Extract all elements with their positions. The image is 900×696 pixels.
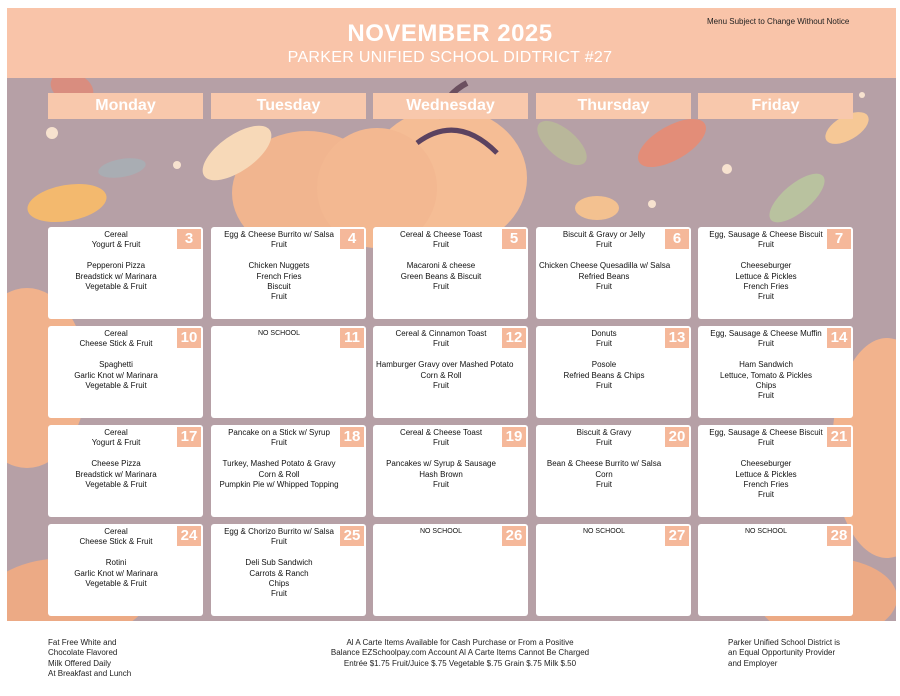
menu-item-line: Bean & Cheese Burrito w/ Salsa — [546, 459, 662, 469]
menu-day-cell — [373, 425, 528, 517]
menu-item-line: Fruit — [596, 282, 612, 292]
menu-item-line: Hamburger Gravy over Mashed Potato — [376, 360, 514, 370]
menu-item-line: Vegetable & Fruit — [85, 480, 147, 490]
menu-item-line: Fruit — [271, 292, 287, 302]
menu-item-line: Chips — [268, 579, 290, 589]
menu-item-line: Vegetable & Fruit — [85, 579, 147, 589]
menu-items — [539, 329, 669, 391]
menu-item-line: Corn & Roll — [258, 469, 300, 479]
menu-items — [376, 527, 506, 537]
menu-day-cell — [48, 326, 203, 418]
menu-item-line: French Fries — [743, 282, 789, 292]
day-number-badge: 5 — [502, 229, 526, 249]
menu-item-line: Fruit — [596, 339, 612, 349]
menu-item-line: Biscuit & Gravy — [576, 428, 632, 437]
menu-day-cell — [698, 326, 853, 418]
day-number-badge: 13 — [665, 328, 689, 348]
day-number-badge: 10 — [177, 328, 201, 348]
menu-item-line — [539, 251, 669, 261]
menu-item-line: Cereal & Cheese Toast — [399, 428, 483, 437]
menu-items — [214, 428, 344, 490]
change-notice: Menu Subject to Change Without Notice — [707, 17, 850, 26]
menu-item-line: Posole — [591, 360, 617, 370]
menu-item-line: Fruit — [596, 381, 612, 391]
day-number-badge: 11 — [340, 328, 364, 348]
menu-item-line: Cereal — [104, 329, 128, 338]
menu-item-line — [51, 350, 181, 360]
footer-left-line: Chocolate Flavored — [48, 648, 118, 658]
menu-item-line: Fruit — [758, 339, 774, 349]
menu-item-line: Fruit — [758, 292, 774, 302]
menu-item-line: Yogurt & Fruit — [91, 438, 141, 448]
footer-right-line: and Employer — [728, 658, 778, 668]
menu-item-line: Cheeseburger — [740, 459, 792, 469]
menu-item-line — [376, 350, 506, 360]
footer-milk-note — [48, 638, 131, 680]
menu-item-line — [701, 350, 831, 360]
menu-item-line: Cereal & Cinnamon Toast — [395, 329, 487, 338]
menu-item-line: Fruit — [271, 537, 287, 547]
menu-item-line: Fruit — [433, 381, 449, 391]
footer-right-line: Parker Unified School District is — [728, 638, 841, 647]
menu-item-line: Corn & Roll — [420, 370, 462, 380]
page-subtitle: PARKER UNIFIED SCHOOL DIDTRICT #27 — [287, 49, 613, 66]
menu-item-line — [51, 548, 181, 558]
menu-items — [214, 329, 344, 339]
menu-item-line: Green Beans & Biscuit — [400, 271, 482, 281]
menu-day-cell — [698, 425, 853, 517]
day-number-badge: 7 — [827, 229, 851, 249]
menu-item-line: Fruit — [758, 438, 774, 448]
menu-item-line: Breadstick w/ Marinara — [75, 469, 157, 479]
footer-right-line: an Equal Opportunity Provider — [728, 648, 836, 658]
menu-item-line: Vegetable & Fruit — [85, 282, 147, 292]
menu-item-line — [376, 251, 506, 261]
menu-item-line — [539, 350, 669, 360]
menu-item-line: Chicken Nuggets — [248, 261, 310, 271]
menu-item-line: Cereal — [104, 428, 128, 437]
menu-item-line: Egg & Chorizo Burrito w/ Salsa — [224, 527, 334, 536]
footer-left-line: At Breakfast and Lunch — [48, 669, 132, 679]
menu-item-line: Fruit — [433, 339, 449, 349]
menu-items — [51, 230, 181, 292]
footer-alacarte-note — [300, 638, 620, 669]
menu-day-cell — [48, 227, 203, 319]
menu-item-line: Yogurt & Fruit — [91, 240, 141, 250]
menu-item-line: Cereal — [104, 230, 128, 239]
no-school-label: NO SCHOOL — [257, 330, 300, 337]
footer-center-line: Al A Carte Items Available for Cash Purchase or From a Positive — [346, 638, 574, 647]
footer-equal-opportunity — [728, 638, 840, 669]
menu-day-cell — [698, 524, 853, 616]
menu-item-line: Fruit — [758, 490, 774, 500]
menu-item-line — [51, 449, 181, 459]
menu-item-line: Lettuce & Pickles — [735, 271, 797, 281]
menu-item-line: Fruit — [596, 438, 612, 448]
menu-items — [539, 428, 669, 490]
menu-day-cell — [211, 227, 366, 319]
day-number-badge: 18 — [340, 427, 364, 447]
day-number-badge: 6 — [665, 229, 689, 249]
day-number-badge: 4 — [340, 229, 364, 249]
menu-day-cell — [48, 524, 203, 616]
day-header-monday: Monday — [48, 93, 203, 119]
menu-item-line: Egg & Cheese Burrito w/ Salsa — [224, 230, 334, 239]
day-number-badge: 21 — [827, 427, 851, 447]
day-header-thursday: Thursday — [536, 93, 691, 119]
menu-item-line — [701, 251, 831, 261]
menu-item-line: Cheeseburger — [740, 261, 792, 271]
menu-item-line — [701, 449, 831, 459]
menu-item-line: Cheese Stick & Fruit — [79, 339, 153, 349]
no-school-label: NO SCHOOL — [419, 528, 462, 535]
menu-item-line — [214, 548, 344, 558]
menu-day-cell — [536, 326, 691, 418]
menu-day-cell — [536, 524, 691, 616]
menu-item-line: Fruit — [271, 240, 287, 250]
footer-center-line: Balance EZSchoolpay.com Account Al A Carte Items Cannot Be Charged — [330, 648, 590, 658]
day-number-badge: 26 — [502, 526, 526, 546]
day-number-badge: 19 — [502, 427, 526, 447]
menu-item-line: Refried Beans — [578, 271, 630, 281]
no-school-label: NO SCHOOL — [744, 528, 787, 535]
day-number-badge: 24 — [177, 526, 201, 546]
menu-item-line: Biscuit & Gravy or Jelly — [562, 230, 646, 239]
day-number-badge: 25 — [340, 526, 364, 546]
menu-items — [51, 329, 181, 391]
menu-day-cell — [698, 227, 853, 319]
menu-item-line: Cheese Stick & Fruit — [79, 537, 153, 547]
menu-item-line: Corn — [595, 469, 613, 479]
menu-item-line — [376, 449, 506, 459]
page-title: NOVEMBER 2025 — [347, 20, 553, 47]
day-number-badge: 3 — [177, 229, 201, 249]
menu-item-line: Lettuce, Tomato & Pickles — [720, 370, 812, 380]
day-number-badge: 12 — [502, 328, 526, 348]
day-number-badge: 28 — [827, 526, 851, 546]
menu-items — [376, 428, 506, 490]
menu-day-cell — [373, 524, 528, 616]
menu-item-line: Chicken Cheese Quesadilla w/ Salsa — [539, 261, 671, 271]
menu-item-line: Fruit — [433, 438, 449, 448]
menu-item-line: Spaghetti — [99, 360, 133, 370]
menu-item-line: Donuts — [591, 329, 617, 338]
menu-item-line: Pumpkin Pie w/ Whipped Topping — [219, 480, 339, 490]
menu-items — [51, 428, 181, 490]
menu-day-cell — [373, 227, 528, 319]
menu-item-line: Carrots & Ranch — [249, 568, 309, 578]
day-number-badge: 27 — [665, 526, 689, 546]
menu-item-line: Turkey, Mashed Potato & Gravy — [222, 459, 336, 469]
menu-item-line: Pepperoni Pizza — [86, 261, 146, 271]
menu-item-line: Fruit — [758, 240, 774, 250]
menu-items — [701, 527, 831, 537]
menu-item-line — [214, 449, 344, 459]
menu-item-line: Egg, Sausage & Cheese Biscuit — [709, 230, 823, 239]
menu-item-line: Fruit — [433, 480, 449, 490]
menu-item-line: Fruit — [433, 282, 449, 292]
menu-item-line: Ham Sandwich — [739, 360, 793, 370]
menu-day-cell — [211, 326, 366, 418]
menu-item-line: Vegetable & Fruit — [85, 381, 147, 391]
menu-items — [701, 428, 831, 501]
no-school-label: NO SCHOOL — [582, 528, 625, 535]
menu-item-line: Fruit — [433, 240, 449, 250]
menu-items — [539, 230, 669, 292]
menu-item-line: Fruit — [271, 438, 287, 448]
menu-item-line: Pancakes w/ Syrup & Sausage — [386, 459, 496, 469]
menu-items — [214, 527, 344, 600]
menu-day-cell — [211, 524, 366, 616]
menu-item-line: Refried Beans & Chips — [563, 370, 645, 380]
menu-day-cell — [373, 326, 528, 418]
day-number-badge: 14 — [827, 328, 851, 348]
day-header-friday: Friday — [698, 93, 853, 119]
day-header-tuesday: Tuesday — [211, 93, 366, 119]
menu-item-line: Cereal & Cheese Toast — [399, 230, 483, 239]
menu-item-line: Biscuit — [267, 282, 291, 292]
menu-item-line: Hash Brown — [419, 469, 463, 479]
menu-items — [376, 230, 506, 292]
menu-item-line: Cheese Pizza — [91, 459, 141, 469]
menu-item-line: Macaroni & cheese — [406, 261, 476, 271]
menu-items — [701, 230, 831, 303]
menu-item-line: Deli Sub Sandwich — [245, 558, 313, 568]
day-number-badge: 20 — [665, 427, 689, 447]
menu-item-line: Fruit — [596, 480, 612, 490]
menu-item-line: Pancake on a Stick w/ Syrup — [228, 428, 330, 437]
menu-items — [701, 329, 831, 402]
day-header-wednesday: Wednesday — [373, 93, 528, 119]
menu-items — [51, 527, 181, 589]
menu-item-line: Garlic Knot w/ Marinara — [74, 568, 158, 578]
menu-item-line — [214, 251, 344, 261]
menu-item-line: Chips — [755, 381, 777, 391]
menu-item-line: Fruit — [596, 240, 612, 250]
footer-left-line: Milk Offered Daily — [48, 658, 111, 668]
menu-item-line: Cereal — [104, 527, 128, 536]
menu-day-cell — [536, 227, 691, 319]
menu-item-line: Rotini — [105, 558, 127, 568]
menu-day-cell — [48, 425, 203, 517]
day-number-badge: 17 — [177, 427, 201, 447]
menu-items — [214, 230, 344, 303]
menu-item-line: French Fries — [256, 271, 302, 281]
menu-item-line: Breadstick w/ Marinara — [75, 271, 157, 281]
menu-items — [539, 527, 669, 537]
menu-item-line: Garlic Knot w/ Marinara — [74, 370, 158, 380]
menu-item-line: Lettuce & Pickles — [735, 469, 797, 479]
menu-day-cell — [211, 425, 366, 517]
menu-item-line — [539, 449, 669, 459]
menu-item-line — [51, 251, 181, 261]
menu-item-line: Egg, Sausage & Cheese Muffin — [710, 329, 822, 338]
menu-item-line: Egg, Sausage & Cheese Biscuit — [709, 428, 823, 437]
footer-center-line: Entrée $1.75 Fruit/Juice $.75 Vegetable $.75 Grain $.75 Milk $.50 — [343, 658, 577, 668]
menu-item-line: French Fries — [743, 480, 789, 490]
menu-day-cell — [536, 425, 691, 517]
menu-item-line: Fruit — [271, 589, 287, 599]
footer-left-line: Fat Free White and — [48, 638, 117, 647]
menu-item-line: Fruit — [758, 391, 774, 401]
